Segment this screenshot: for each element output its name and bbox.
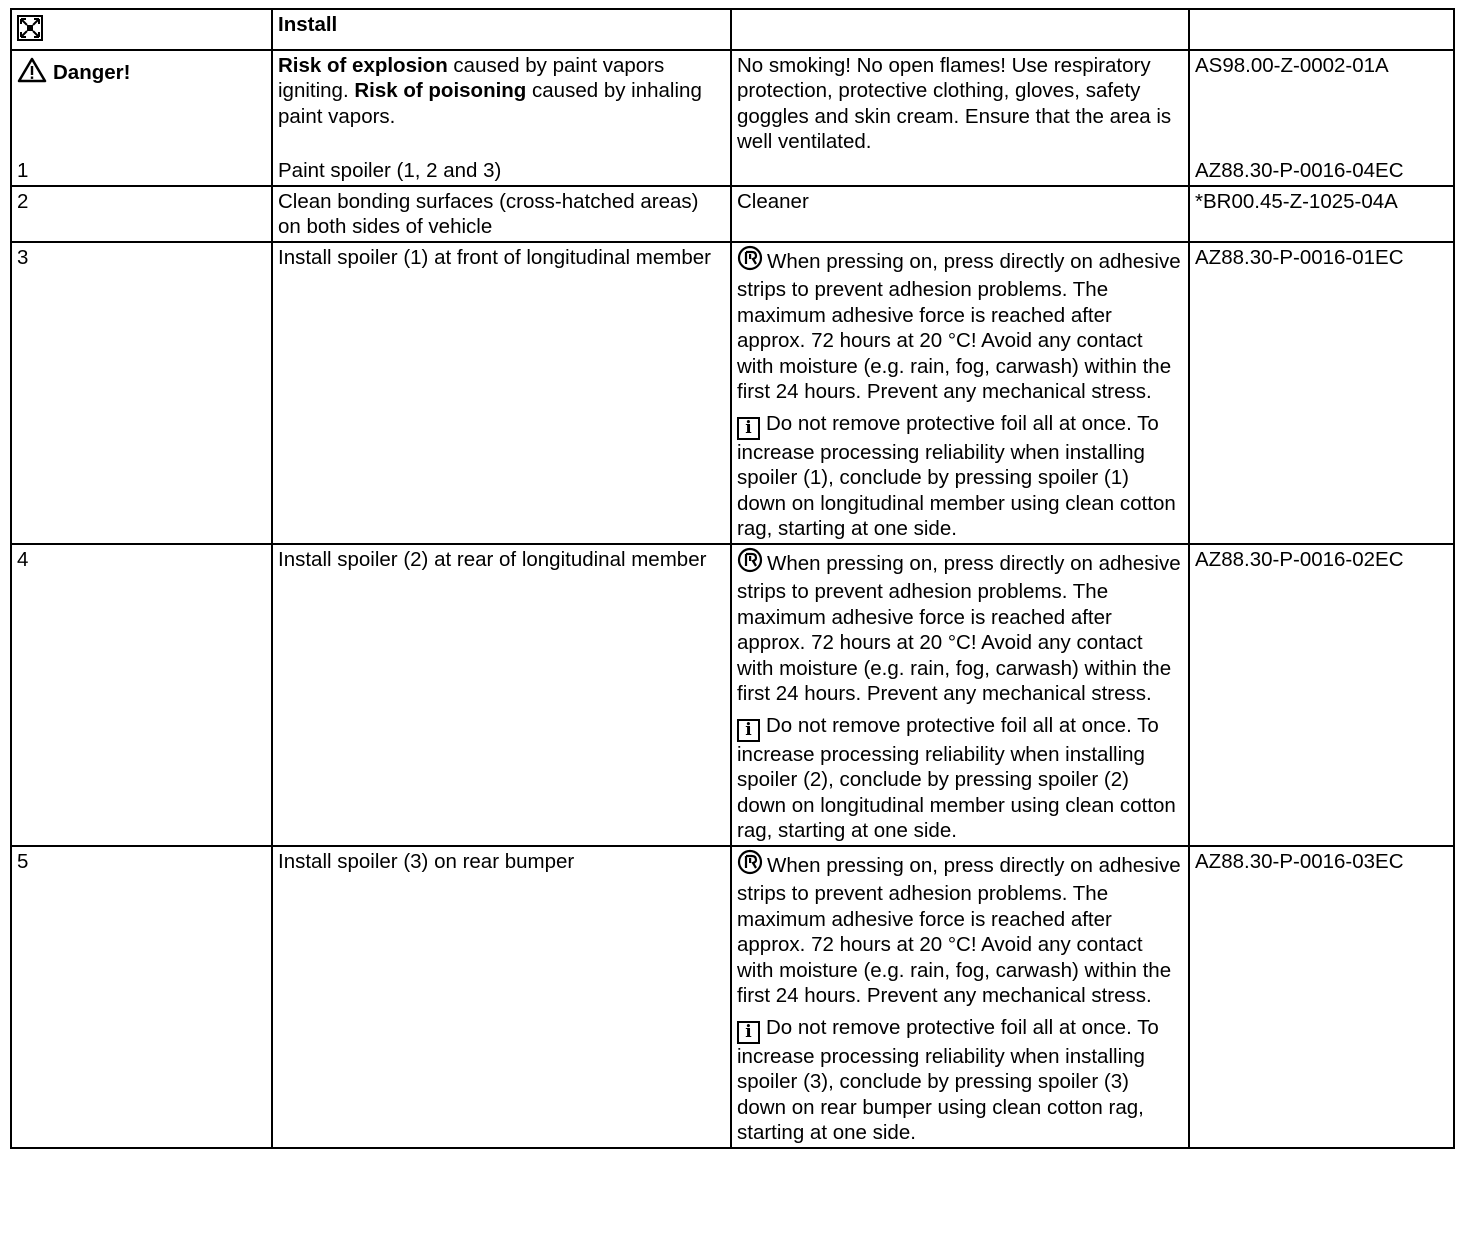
step-reference-link[interactable]: AZ88.30-P-0016-02EC — [1189, 544, 1454, 846]
danger-text-cell — [272, 50, 731, 186]
step-reference-link[interactable]: *BR00.45-Z-1025-04A — [1189, 186, 1454, 242]
risk-explosion-label: Risk of explosion — [278, 53, 448, 77]
header-symbol-cell — [11, 9, 272, 50]
step-notes-cell — [731, 242, 1189, 544]
risk-poisoning-label: Risk of poisoning — [354, 79, 527, 102]
danger-label: Danger! — [53, 61, 131, 84]
step-row — [11, 242, 1454, 544]
step-row — [11, 544, 1454, 846]
header-title: Install — [272, 9, 731, 50]
info-symbol-icon: i — [737, 719, 760, 742]
info-note: Do not remove protective foil all at once. To increase processing reliability when installing spoiler (3), conclude by pressing spoiler (3) down on rear bumper using clean cotton rag, starting at one side. — [737, 1015, 1159, 1144]
step-notes-cell — [731, 544, 1189, 846]
danger-reference-link[interactable]: AS98.00-Z-0002-01A — [1195, 53, 1389, 77]
step-action: Clean bonding surfaces (cross-hatched areas) on both sides of vehicle — [272, 186, 731, 242]
step-action: Paint spoiler (1, 2 and 3) — [278, 159, 502, 182]
step-notes-cell — [731, 846, 1189, 1148]
danger-measures: No smoking! No open flames! Use respiratory protection, protective clothing, gloves, safety goggles and skin cream. Ensure that the area is well ventilated. — [731, 50, 1189, 186]
caution-symbol-icon — [737, 245, 763, 278]
info-note: Do not remove protective foil all at once. To increase processing reliability when installing spoiler (1), conclude by pressing spoiler (1) down on longitudinal member using clean cotton rag, starting at one side. — [737, 411, 1176, 540]
danger-label-cell — [11, 50, 272, 186]
step-notes: Cleaner — [731, 186, 1189, 242]
info-note: Do not remove protective foil all at once. To increase processing reliability when installing spoiler (2), conclude by pressing spoiler (2) down on longitudinal member using clean cotton rag, starting at one side. — [737, 713, 1176, 842]
info-symbol-icon: i — [737, 417, 760, 440]
caution-symbol-icon — [737, 547, 763, 580]
header-col4 — [1189, 9, 1454, 50]
caution-note: When pressing on, press directly on adhesive strips to prevent adhesion problems. The maximum adhesive force is reached after approx. 72 hours at 20 °C! Avoid any contact with moisture (e.g. rain, fog, carwash) within the first 24 hours. Prevent any mechanical stress. — [737, 551, 1181, 705]
header-col3 — [731, 9, 1189, 50]
header-row — [11, 9, 1454, 50]
step-number: 5 — [11, 846, 272, 1148]
step-number: 4 — [11, 544, 272, 846]
info-symbol-icon: i — [737, 1021, 760, 1044]
caution-symbol-icon — [737, 849, 763, 882]
step-reference-link[interactable]: AZ88.30-P-0016-03EC — [1189, 846, 1454, 1148]
step-reference-link[interactable]: AZ88.30-P-0016-01EC — [1189, 242, 1454, 544]
step-action: Install spoiler (1) at front of longitudinal member — [272, 242, 731, 544]
step-row — [11, 186, 1454, 242]
caution-note: When pressing on, press directly on adhesive strips to prevent adhesion problems. The maximum adhesive force is reached after approx. 72 hours at 20 °C! Avoid any contact with moisture (e.g. rain, fog, carwash) within the first 24 hours. Prevent any mechanical stress. — [737, 249, 1181, 403]
step-reference-link[interactable]: AZ88.30-P-0016-04EC — [1195, 159, 1404, 182]
danger-text: Risk of explosion caused by paint vapors igniting. Risk of poisoning caused by inhaling paint vapors. — [278, 53, 702, 128]
step-action: Install spoiler (2) at rear of longitudinal member — [272, 544, 731, 846]
step-number: 1 — [17, 159, 29, 182]
danger-row — [11, 50, 1454, 186]
procedure-table — [10, 8, 1455, 1149]
step-row — [11, 846, 1454, 1148]
warning-triangle-icon — [17, 57, 47, 90]
assembly-symbol-icon — [17, 15, 43, 48]
caution-note: When pressing on, press directly on adhesive strips to prevent adhesion problems. The maximum adhesive force is reached after approx. 72 hours at 20 °C! Avoid any contact with moisture (e.g. rain, fog, carwash) within the first 24 hours. Prevent any mechanical stress. — [737, 853, 1181, 1007]
step-number: 3 — [11, 242, 272, 544]
danger-reference-cell — [1189, 50, 1454, 186]
step-number: 2 — [11, 186, 272, 242]
step-action: Install spoiler (3) on rear bumper — [272, 846, 731, 1148]
